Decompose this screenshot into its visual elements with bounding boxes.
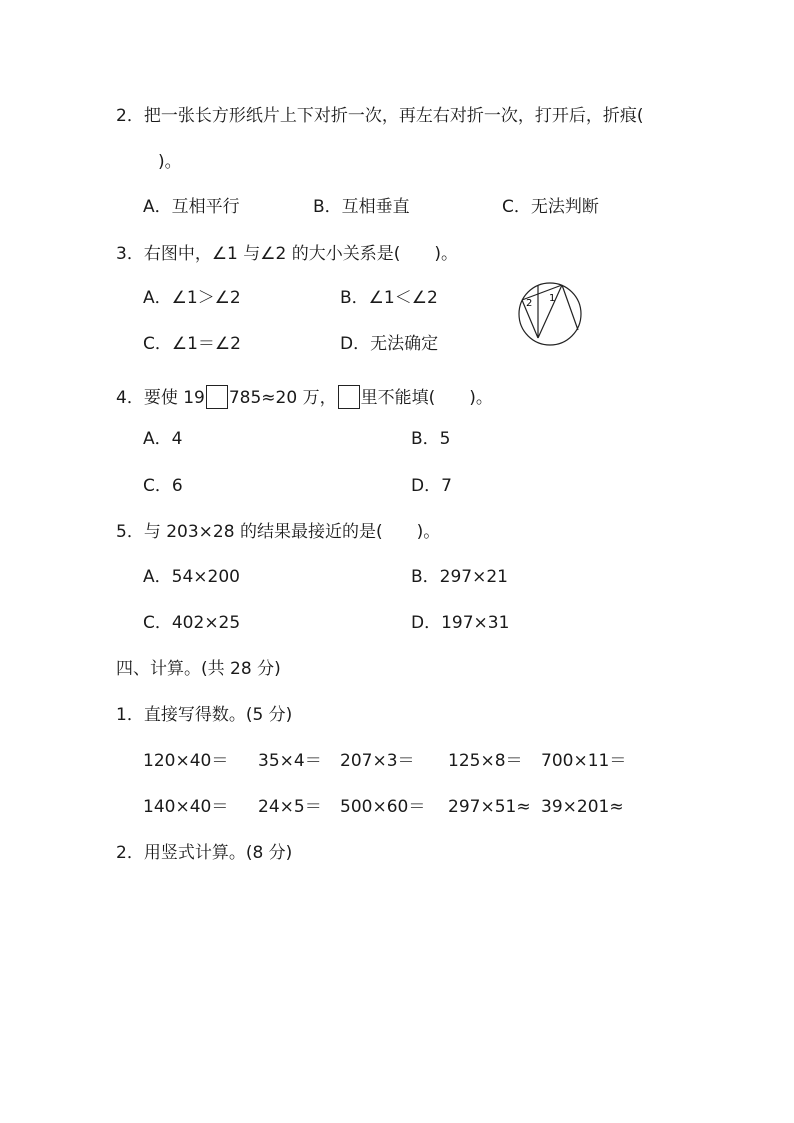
- subsection-2-heading: 2．用竖式计算。(8 分): [116, 843, 293, 863]
- q4-option-c: C．6: [143, 476, 183, 496]
- calc-item: 700×11＝: [541, 751, 627, 771]
- angle-label-2: 2: [526, 298, 533, 309]
- q2-option-b: B．互相垂直: [313, 197, 410, 217]
- q2-option-a: A．互相平行: [143, 197, 240, 217]
- calc-item: 297×51≈: [448, 797, 531, 817]
- section-heading: 四、计算。(共 28 分): [116, 659, 281, 679]
- calc-item: 39×201≈: [541, 797, 624, 817]
- calc-item: 207×3＝: [340, 751, 415, 771]
- q4-stem-part2: 785≈20 万，: [228, 388, 337, 408]
- calc-item: 35×4＝: [258, 751, 322, 771]
- q4-option-a: A．4: [143, 429, 183, 449]
- q2-stem-line2: )。: [158, 152, 182, 172]
- circle-angle-figure: [512, 280, 588, 350]
- blank-box: [206, 385, 228, 409]
- calc-item: 120×40＝: [143, 751, 229, 771]
- q3-option-b: B．∠1＜∠2: [340, 288, 438, 308]
- calc-item: 125×8＝: [448, 751, 523, 771]
- figure-chord-5: [562, 285, 578, 330]
- q4-stem: [116, 385, 493, 409]
- subsection-1-heading: 1．直接写得数。(5 分): [116, 705, 293, 725]
- q4-option-d: D．7: [411, 476, 452, 496]
- angle-label-1: 1: [549, 293, 556, 304]
- q5-stem: 5．与 203×28 的结果最接近的是( )。: [116, 522, 441, 542]
- q5-option-c: C．402×25: [143, 613, 241, 633]
- q3-stem: 3．右图中，∠1 与∠2 的大小关系是( )。: [116, 244, 458, 264]
- q4-stem-part1: 4．要使 19: [116, 388, 205, 408]
- q2-option-c: C．无法判断: [502, 197, 599, 217]
- q5-option-b: B．297×21: [411, 567, 508, 587]
- q4-stem-part3: 里不能填( )。: [360, 388, 493, 408]
- calc-item: 140×40＝: [143, 797, 229, 817]
- calc-item: 500×60＝: [340, 797, 426, 817]
- q3-option-c: C．∠1＝∠2: [143, 334, 241, 354]
- q3-option-d: D．无法确定: [340, 334, 439, 354]
- q5-option-d: D．197×31: [411, 613, 510, 633]
- q5-option-a: A．54×200: [143, 567, 240, 587]
- q3-option-a: A．∠1＞∠2: [143, 288, 241, 308]
- q2-stem-line1: 2．把一张长方形纸片上下对折一次，再左右对折一次，打开后，折痕(: [116, 106, 644, 126]
- blank-box: [338, 385, 360, 409]
- calc-item: 24×5＝: [258, 797, 322, 817]
- q4-option-b: B．5: [411, 429, 451, 449]
